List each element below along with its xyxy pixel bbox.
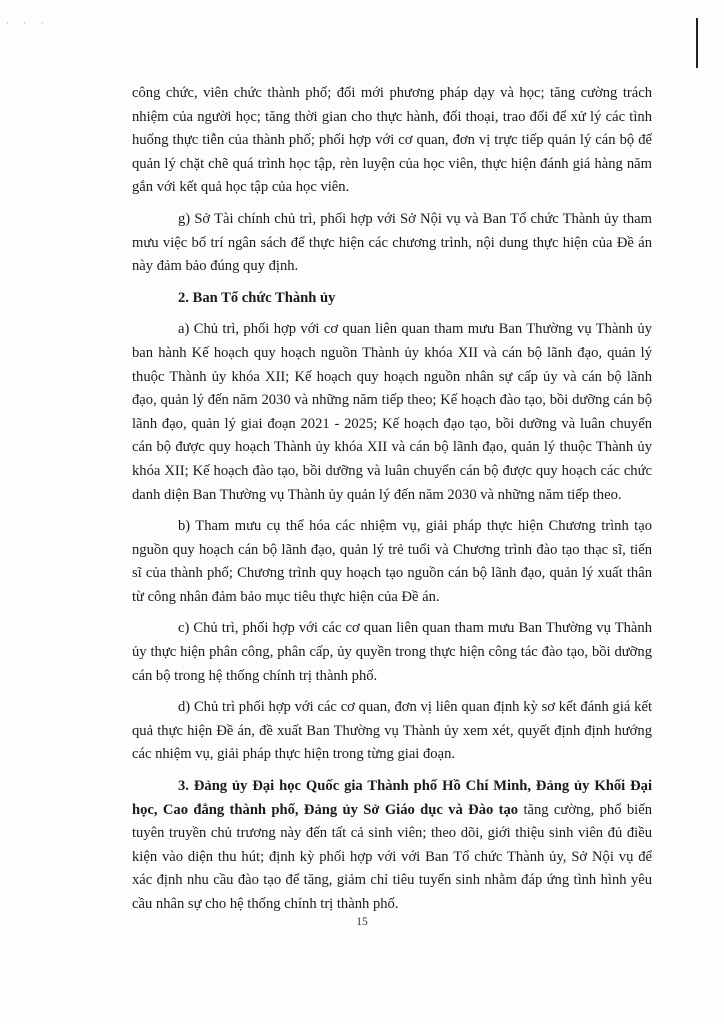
paragraph-a: a) Chủ trì, phối hợp với cơ quan liên quan tham mưu Ban Thường vụ Thành ủy ban hành Kế hoạch quy hoạch nguồn Thành ủy khóa XII và cán bộ lãnh đạo, quản lý thuộc Thành ủy khóa XII; Kế hoạch quy hoạch nguồn nhân sự cấp ủy và cán bộ lãnh đạo, quản lý đến năm 2030 và những năm tiếp theo; Kế hoạch đào tạo, bồi dưỡng cán bộ lãnh đạo, quản lý giai đoạn 2021 - 2025; Kế hoạch đạo tạo, bồi dưỡng và luân chuyển cán bộ được quy hoạch Thành ủy khóa XII và cán bộ lãnh đạo, quản lý thuộc Thành ủy khóa XII; Kế hoạch đào tạo, bồi dưỡng và luân chuyển cán bộ được quy hoạch các chức danh diện Ban Thường vụ Thành ủy quản lý đến năm 2030 và những năm tiếp theo. — [132, 321, 652, 503]
section-3-text: tăng cường, phổ biến tuyên truyền chủ trương này đến tất cả sinh viên; theo dõi, giới thiệu sinh viên đủ điều kiện vào diện thu hút; định kỳ phối hợp với với Ban Tổ chức Thành ủy, Sở Nội vụ để xác định nhu cầu đào tạo để tăng, giảm chỉ tiêu tuyển sinh nhằm đáp ứng tình hình yêu cầu nhân sự cho hệ thống chính trị thành phố. — [132, 801, 652, 912]
paragraph-c: c) Chủ trì, phối hợp với các cơ quan liên quan tham mưu Ban Thường vụ Thành ủy thực hiện phân công, phân cấp, ủy quyền trong thực hiện công tác đào tạo, bồi dưỡng cán bộ trong hệ thống chính trị thành phố. — [132, 620, 652, 684]
scan-edge-line — [696, 18, 698, 68]
paragraph-d: d) Chủ trì phối hợp với các cơ quan, đơn vị liên quan định kỳ sơ kết đánh giá kết quả thực hiện Đề án, đề xuất Ban Thường vụ Thành ủy xem xét, quyết định định hướng các nhiệm vụ, giải pháp thực hiện trong từng giai đoạn. — [132, 699, 652, 763]
section-heading-2: 2. Ban Tổ chức Thành ủy — [178, 289, 336, 306]
scan-artifact: · · · — [6, 18, 50, 28]
page-number: 15 — [356, 916, 368, 928]
paragraph-g: g) Sở Tài chính chủ trì, phối hợp với Sở Nội vụ và Ban Tổ chức Thành ủy tham mưu việc bố trí ngân sách để thực hiện các chương trình, nội dung thực hiện của Đề án này đảm bảo đúng quy định. — [132, 210, 652, 275]
section-heading-3: 3. Đảng ủy Đại học Quốc gia Thành phố Hồ Chí Minh, Đảng ủy Khối Đại học, Cao đẳng thành phố, Đảng ủy Sở Giáo dục và Đào tạo — [132, 778, 652, 818]
paragraph-b: b) Tham mưu cụ thể hóa các nhiệm vụ, giải pháp thực hiện Chương trình tạo nguồn quy hoạch cán bộ lãnh đạo, quản lý trẻ tuổi và Chương trình đào tạo thạc sĩ, tiến sĩ của thành phố; Chương trình quy hoạch tạo nguồn cán bộ lãnh đạo, quản lý xuất thân từ công nhân đảm bảo mục tiêu thực hiện của Đề án. — [132, 518, 652, 605]
paragraph-continuation: công chức, viên chức thành phố; đổi mới phương pháp dạy và học; tăng cường trách nhiệm của người học; tăng thời gian cho thực hành, đối thoại, trao đổi để xử lý các tình huống thực tiễn của thành phố; phối hợp với cơ quan, đơn vị trực tiếp quản lý cán bộ để quản lý chặt chẽ quá trình học tập, rèn luyện của học viên, thực hiện đánh giá hàng năm gắn với kết quả học tập của học viên. — [132, 85, 652, 196]
section-3-paragraph — [132, 775, 652, 917]
document-body — [132, 82, 652, 925]
